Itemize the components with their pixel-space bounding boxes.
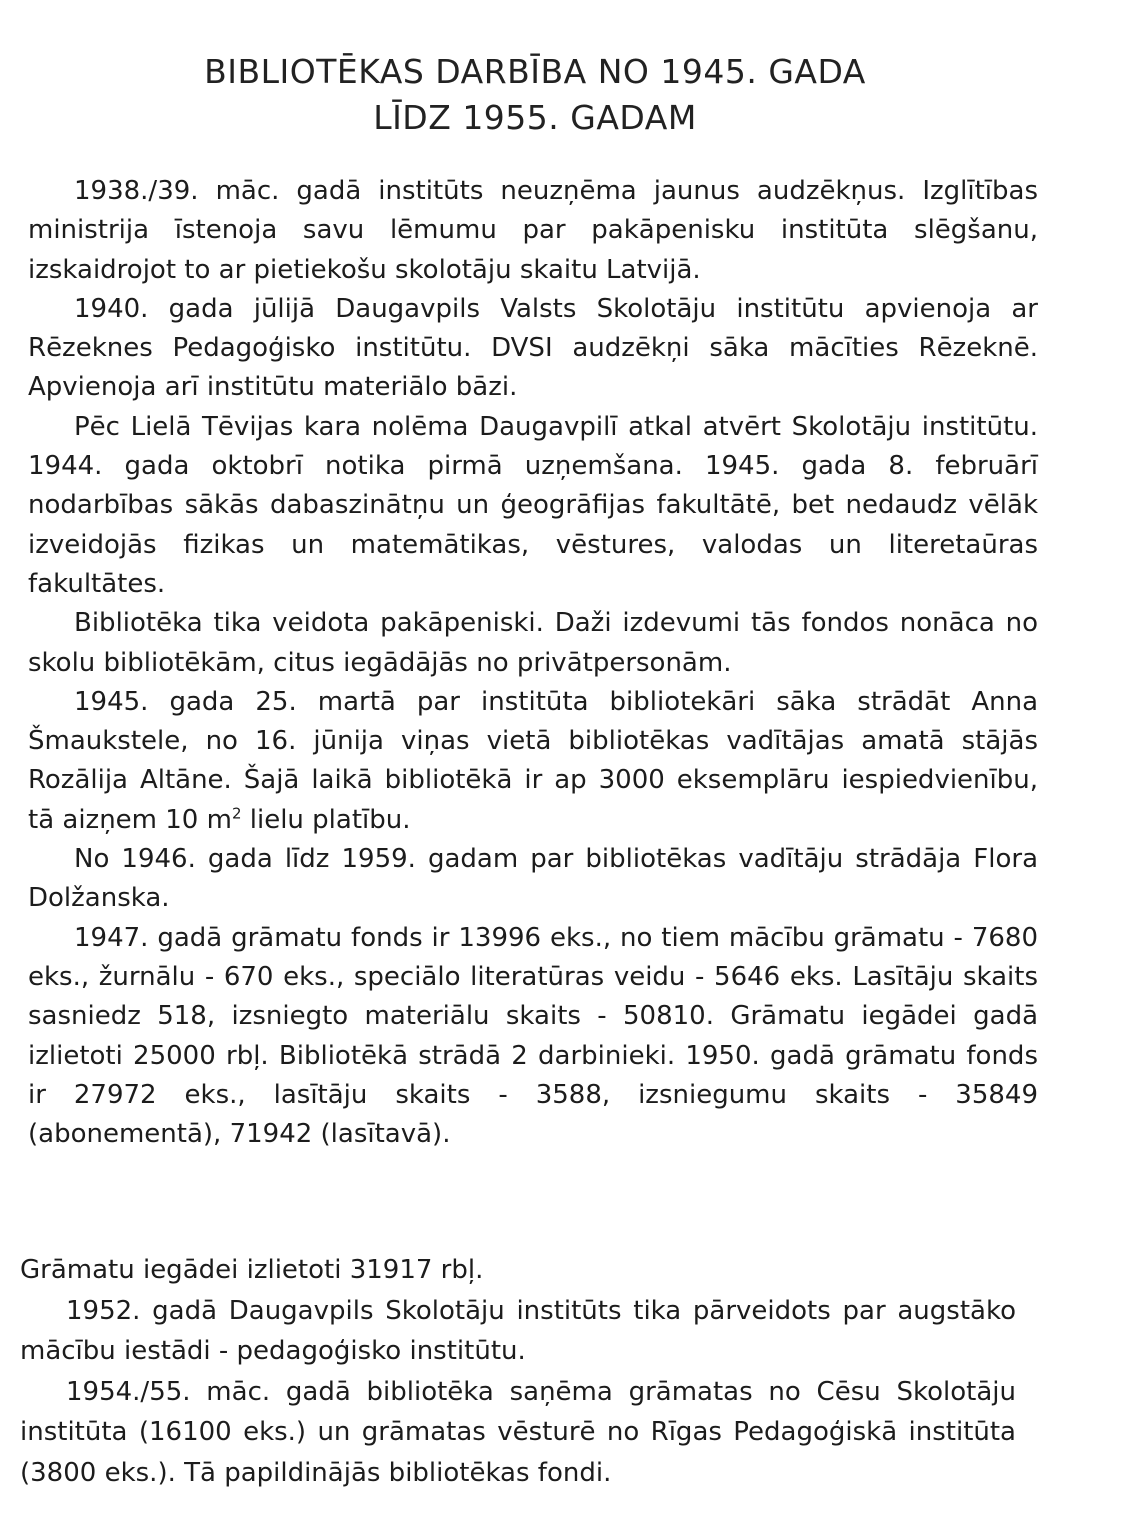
- paragraph-5-text: 1945. gada 25. martā par institūta bibliotekāri sāka strādāt Anna Šmaukstele, no 16. jūnija viņas vietā bibliotēkas vadītājas amatā stājās Rozālija Altāne. Šajā laikā bibliotēkā ir ap 3000 eksemplāru iespiedvienību, tā aizņem 10 m: [28, 686, 1038, 835]
- paragraph-10: 1954./55. māc. gadā bibliotēka saņēma grāmatas no Cēsu Skolotāju institūta (16100 eks.) un grāmatas vēsturē no Rīgas Pedagoģiskā institūta (3800 eks.). Tā papildinājās bibliotēkas fondi.: [20, 1376, 1016, 1488]
- paragraph-1: 1938./39. māc. gadā institūts neuzņēma jaunus audzēkņus. Izglītības ministrija īstenoja savu lēmumu par pakāpenisku institūta slēgšanu, izskaidrojot to ar pietiekošu skolotāju skaitu Latvijā.: [28, 176, 1038, 285]
- page-title-line-2: LĪDZ 1955. GADAM: [373, 98, 697, 137]
- paragraph-3: Pēc Lielā Tēvijas kara nolēma Daugavpilī atkal atvērt Skolotāju institūtu. 1944. gada oktobrī notika pirmā uzņemšana. 1945. gada 8. februārī nodarbības sākās dabaszinātņu un ģeogrāfijas fakultātē, bet nedaudz vēlāk izveidojās fizikas un matemātikas, vēstures, valodas un literetaūras fakultātes.: [28, 411, 1038, 599]
- paragraph-5: [28, 683, 1038, 840]
- paragraph-4: Bibliotēka tika veidota pakāpeniski. Daži izdevumi tās fondos nonāca no skolu bibliotēkām, citus iegādājās no privātpersonām.: [28, 608, 1038, 678]
- continuation-block: [20, 1250, 1016, 1493]
- body-text-block: [28, 172, 1038, 1154]
- superscript-2: 2: [231, 804, 242, 823]
- page-title-line-1: BIBLIOTĒKAS DARBĪBA NO 1945. GADA: [204, 52, 866, 91]
- paragraph-2: 1940. gada jūlijā Daugavpils Valsts Skolotāju institūtu apvienoja ar Rēzeknes Pedagoģisko institūtu. DVSI audzēkņi sāka mācīties Rēzeknē. Apvienoja arī institūtu materiālo bāzi.: [28, 293, 1038, 403]
- paragraph-5-tail: lielu platību.: [241, 804, 411, 835]
- paragraph-9: 1952. gadā Daugavpils Skolotāju institūts tika pārveidots par augstāko mācību iestādi - pedagoģisko institūtu.: [20, 1295, 1016, 1366]
- paragraph-8: Grāmatu iegādei izlietoti 31917 rbļ.: [20, 1255, 484, 1285]
- paragraph-6: No 1946. gada līdz 1959. gadam par bibliotēkas vadītāju strādāja Flora Dolžanska.: [28, 844, 1038, 914]
- paragraph-7: 1947. gadā grāmatu fonds ir 13996 eks., no tiem mācību grāmatu - 7680 eks., žurnālu - 670 eks., speciālo literatūras veidu - 5646 eks. Lasītāju skaits sasniedz 518, izsniegto materiālu skaits - 50810. Grāmatu iegādei gadā izlietoti 25000 rbļ. Bibliotēkā strādā 2 darbinieki. 1950. gadā grāmatu fonds ir 27972 eks., lasītāju skaits - 3588, izsniegumu skaits - 35849 (abonementā), 71942 (lasītavā).: [28, 922, 1038, 1150]
